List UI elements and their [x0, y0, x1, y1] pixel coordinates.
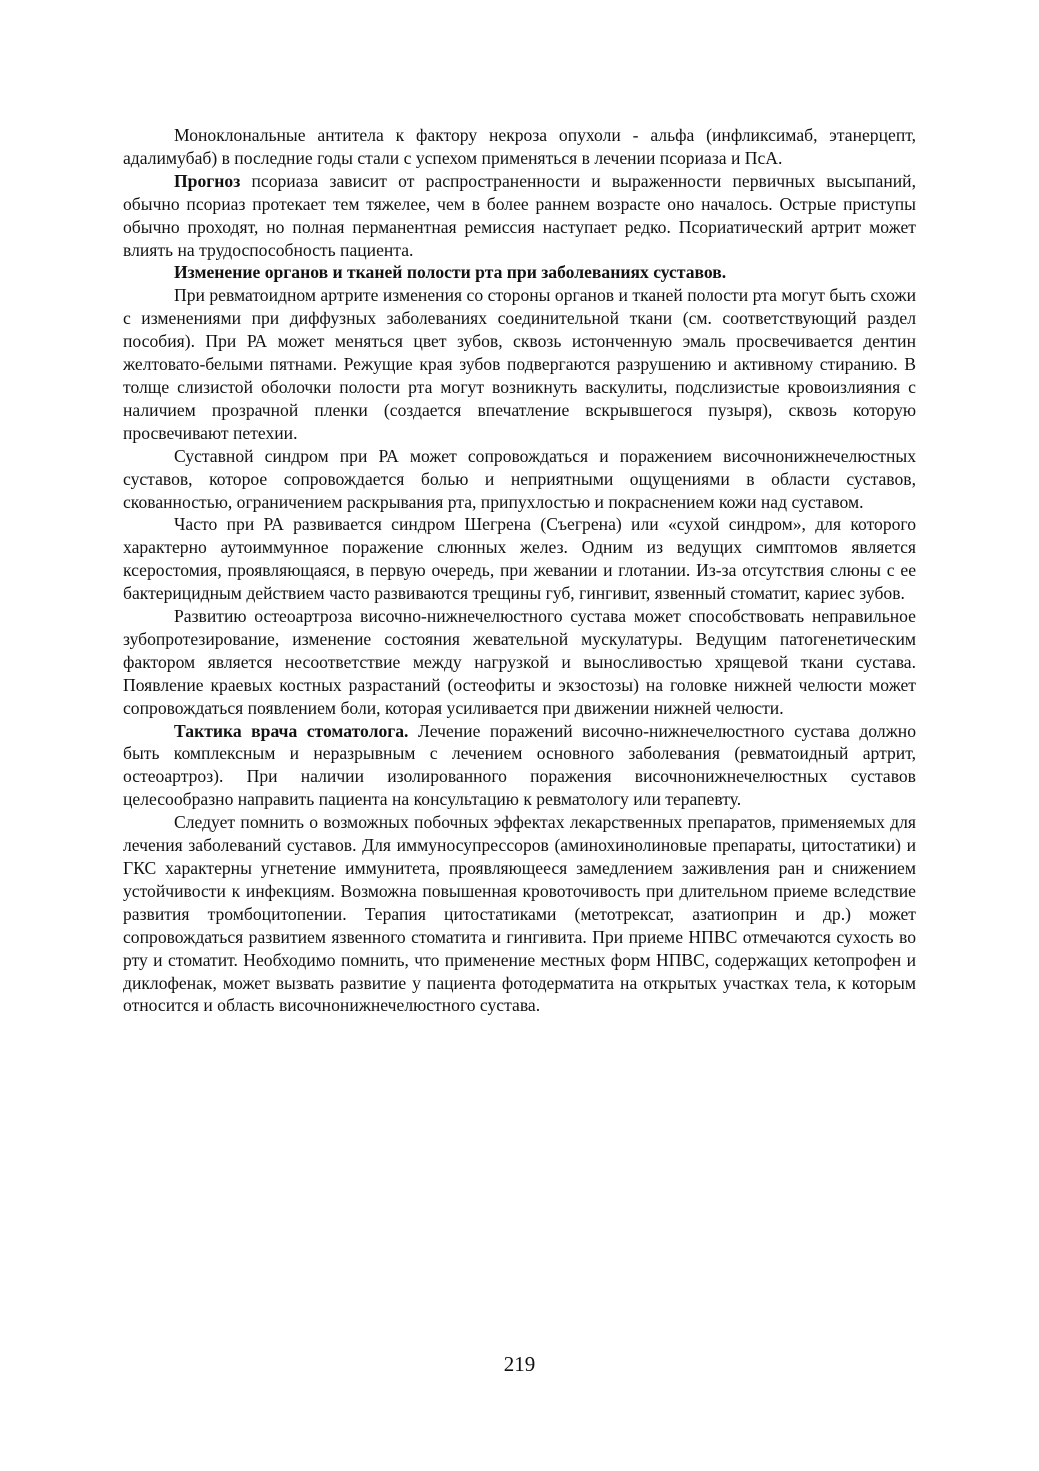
paragraph-text: Развитию остеоартроза височно-нижнечелюстного сустава может способствовать неправильное зубопротезирование, изменение состояния жевательной мускулатуры. Ведущим патогенетическим фактором является несоответствие между нагрузкой и выносливостью хрящевой ткани сустава. Появление краевых костных разрастаний (остеофиты и экзостозы) на головке нижней челюсти может сопровождаться появлением боли, которая усиливается при движении нижней челюсти.	[123, 606, 916, 718]
paragraph-dentist-tactics	[123, 720, 916, 812]
paragraph-osteoarthritis	[123, 605, 916, 720]
prognosis-lead: Прогноз	[174, 170, 241, 191]
paragraph-joint-syndrome	[123, 445, 916, 514]
paragraph-text: Часто при РА развивается синдром Шегрена (Съегрена) или «сухой синдром», для которого характерно аутоиммунное поражение слюнных желез. Одним из ведущих симптомов является ксеростомия, проявляющаяся, в первую очередь, при жевании и глотании. Из-за отсутствия слюны с ее бактерицидным действием часто развиваются трещины губ, гингивит, язвенный стоматит, кариес зубов.	[123, 514, 916, 604]
paragraph-text: Моноклональные антитела к фактору некроза опухоли - альфа (инфликсимаб, этанерцепт, адалимубаб) в последние годы стали с успехом применяться в лечении псориаза и ПсА.	[123, 125, 916, 168]
paragraph-text: псориаза зависит от распространенности и выраженности первичных высыпаний, обычно псориаз протекает тем тяжелее, чем в более раннем возрасте оно началось. Острые приступы обычно проходят, но полная перманентная ремиссия наступает редко. Псориатический артрит может влиять на трудоспособность пациента.	[123, 170, 916, 260]
page-number: 219	[503, 1352, 536, 1376]
paragraph-sjogren-syndrome	[123, 513, 916, 605]
heading-text: Изменение органов и тканей полости рта при заболеваниях суставов.	[174, 262, 727, 283]
paragraph-side-effects	[123, 811, 916, 1017]
paragraph-text: Следует помнить о возможных побочных эффектах лекарственных препаратов, применяемых для лечения заболеваний суставов. Для иммуносупрессоров (аминохинолиновые препараты, цитостатики) и ГКС характерны угнетение иммунитета, проявляющееся замедлением заживления ран и снижением устойчивости к инфекциям. Возможна повышенная кровоточивость при длительном приеме вследствие развития тромбоцитопении. Терапия цитостатиками (метотрексат, азатиоприн и др.) может сопровождаться развитием язвенного стоматита и гингивита. При приеме НПВС отмечаются сухость во рту и стоматит. Необходимо помнить, что применение местных форм НПВС, содержащих кетопрофен и диклофенак, может вызвать развитие у пациента фотодерматита на открытых участках тела, к которым относится и область височнонижнечелюстного сустава.	[123, 812, 916, 1016]
paragraph-prognosis	[123, 170, 916, 262]
section-heading	[123, 261, 916, 284]
body-text	[123, 124, 916, 1017]
paragraph-rheumatoid-arthritis	[123, 284, 916, 444]
paragraph-text: При ревматоидном артрите изменения со стороны органов и тканей полости рта могут быть схожи с изменениями при диффузных заболеваниях соединительной ткани (см. соответствующий раздел пособия). При РА может меняться цвет зубов, сквозь истонченную эмаль просвечивается дентин желтовато-белыми пятнами. Режущие края зубов подвергаются разрушению и активному стиранию. В толще слизистой оболочки полости рта могут возникнуть васкулиты, подслизистые кровоизлияния с наличием прозрачной пленки (создается впечатление вскрывшегося пузыря), сквозь которую просвечивают петехии.	[123, 285, 916, 443]
tactics-lead: Тактика врача стоматолога.	[174, 720, 409, 741]
paragraph-monoclonal-antibodies	[123, 124, 916, 170]
paragraph-text: Суставной синдром при РА может сопровождаться и поражением височнонижнечелюстных суставов, которое сопровождается болью и неприятными ощущениями в области суставов, скованностью, ограничением раскрывания рта, припухлостью и покраснением кожи над суставом.	[123, 445, 916, 512]
paragraph-text: Лечение поражений височно-нижнечелюстного сустава должно быть комплексным и неразрывным с лечением основного заболевания (ревматоидный артрит, остеоартроз). При наличии изолированного поражения височнонижнечелюстных суставов целесообразно направить пациента на консультацию к ревматологу или терапевту.	[123, 720, 916, 810]
